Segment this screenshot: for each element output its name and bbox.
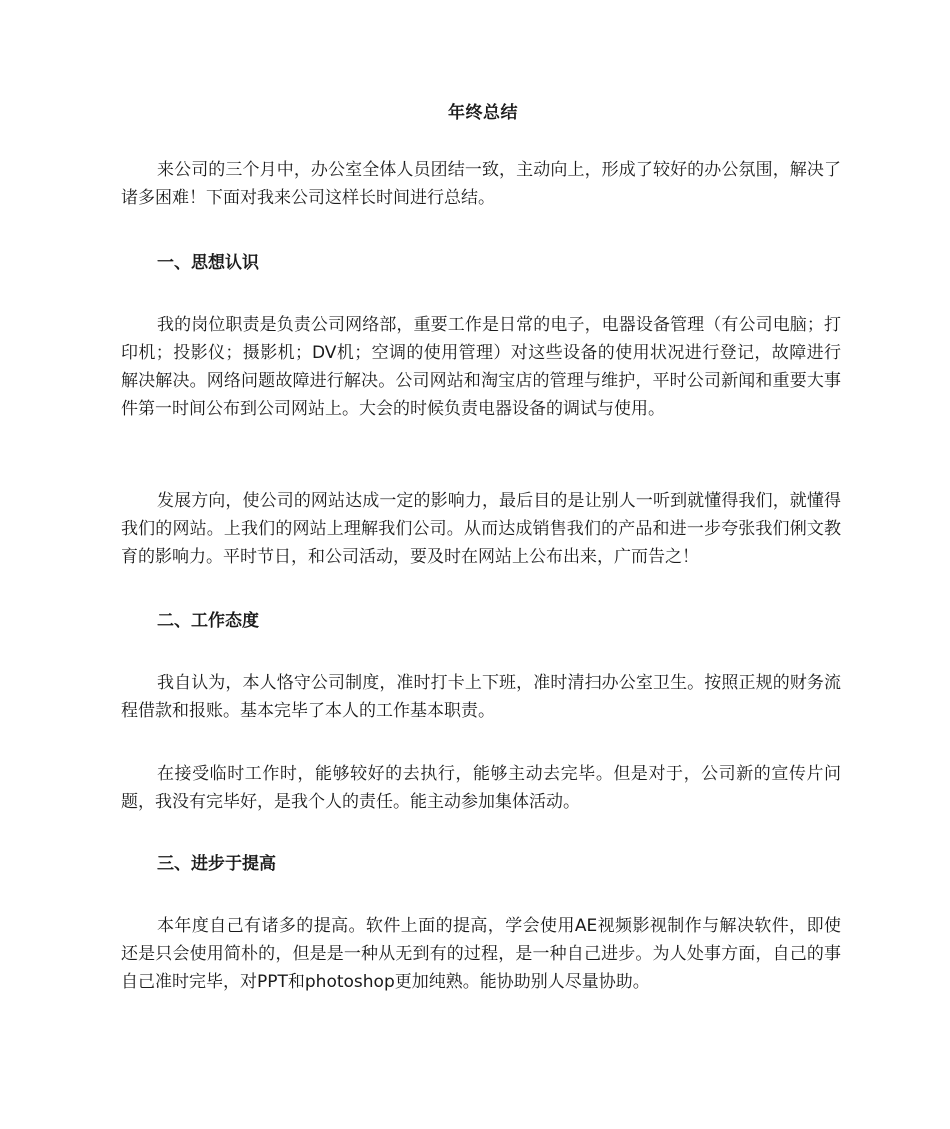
section1-paragraph-2: 发展方向，使公司的网站达成一定的影响力，最后目的是让别人一听到就懂得我们，就懂得我们的网站。上我们的网站上理解我们公司。从而达成销售我们的产品和进一步夸张我们俐文教育的影响力。平时节日，和公司活动，要及时在网站上公布出来，广而告之！ bbox=[121, 491, 841, 567]
document-title: 年终总结 bbox=[448, 103, 518, 123]
section-heading-progress: 三、进步于提高 bbox=[157, 854, 276, 874]
section-heading-attitude: 二、工作态度 bbox=[157, 611, 259, 631]
section3-paragraph-1: 本年度自己有诸多的提高。软件上面的提高，学会使用AE视频影视制作与解决软件，即使还是只会使用简朴的，但是是一种从无到有的过程，是一种自己进步。为人处事方面，自己的事自己准时完毕，对PPT和photoshop更加纯熟。能协助别人尽量协助。 bbox=[121, 916, 841, 992]
section2-paragraph-1: 我自认为，本人恪守公司制度，准时打卡上下班，准时清扫办公室卫生。按照正规的财务流程借款和报账。基本完毕了本人的工作基本职责。 bbox=[121, 673, 841, 721]
section1-paragraph-1: 我的岗位职责是负责公司网络部，重要工作是日常的电子，电器设备管理（有公司电脑；打印机；投影仪；摄影机；DV机；空调的使用管理）对这些设备的使用状况进行登记，故障进行解决解决。网络问题故障进行解决。公司网站和淘宝店的管理与维护，平时公司新闻和重要大事件第一时间公布到公司网站上。大会的时候负责电器设备的调试与使用。 bbox=[121, 315, 841, 419]
intro-paragraph: 来公司的三个月中，办公室全体人员团结一致，主动向上，形成了较好的办公氛围，解决了诸多困难！下面对我来公司这样长时间进行总结。 bbox=[121, 160, 841, 208]
section2-paragraph-2: 在接受临时工作时，能够较好的去执行，能够主动去完毕。但是对于，公司新的宣传片问题，我没有完毕好，是我个人的责任。能主动参加集体活动。 bbox=[121, 764, 841, 812]
section-heading-thinking: 一、思想认识 bbox=[157, 253, 259, 273]
